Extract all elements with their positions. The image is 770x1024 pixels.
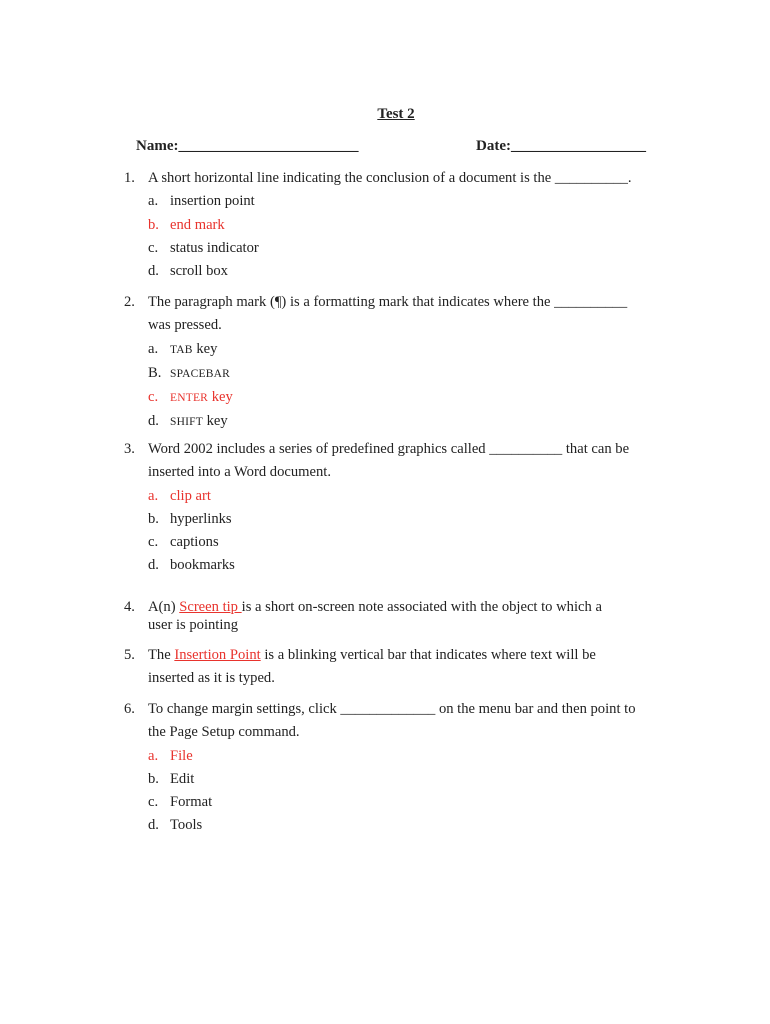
question-text: The paragraph mark (¶) is a formatting mark that indicates where the __________ xyxy=(148,294,628,310)
page-title: Test 2 xyxy=(377,106,415,122)
option-c: c. Format xyxy=(148,794,213,811)
option-c: c. status indicator xyxy=(148,239,259,256)
question-text-cont: the Page Setup command. xyxy=(148,724,300,741)
question-5: 5. The Insertion Point is a blinking vertical bar that indicates where text will be inserted as it is typed. xyxy=(124,644,664,691)
question-6 xyxy=(124,698,664,838)
question-1 xyxy=(124,167,664,283)
option-a: a. TAB key xyxy=(148,340,218,357)
option-a: a. insertion point xyxy=(148,193,255,210)
question-text-cont: inserted as it is typed. xyxy=(148,670,275,687)
question-number: 2. xyxy=(124,294,135,310)
question-number: 6. xyxy=(124,701,135,717)
option-a-answer: a. File xyxy=(148,747,193,764)
option-b: b. Edit xyxy=(148,770,195,787)
name-field-label: Name:________________________ xyxy=(136,138,359,154)
option-b: b. hyperlinks xyxy=(148,510,232,527)
option-d: d. scroll box xyxy=(148,263,228,280)
question-2 xyxy=(124,291,664,435)
question-text: To change margin settings, click _____________ on the menu bar and then point to xyxy=(148,701,636,717)
filled-answer: Insertion Point xyxy=(174,647,261,663)
filled-answer: Screen tip xyxy=(179,599,242,615)
question-number: 1. xyxy=(124,170,135,186)
question-4: 4. A(n) Screen tip is a short on-screen note associated with the object to which a user is pointing xyxy=(124,598,664,634)
option-b-answer: b. end mark xyxy=(148,216,225,233)
question-text-cont: user is pointing xyxy=(148,617,238,633)
question-3 xyxy=(124,438,664,578)
option-c-answer: c. ENTER key xyxy=(148,389,233,406)
question-number: 3. xyxy=(124,441,135,457)
option-d: d. bookmarks xyxy=(148,557,235,574)
question-text-cont: inserted into a Word document. xyxy=(148,464,331,481)
question-text-cont: was pressed. xyxy=(148,317,222,334)
option-d: d. SHIFT key xyxy=(148,413,228,430)
option-c: c. captions xyxy=(148,534,219,551)
question-text: A short horizontal line indicating the conclusion of a document is the __________. xyxy=(148,170,632,186)
option-b: B. SPACEBAR xyxy=(148,364,230,381)
question-text: Word 2002 includes a series of predefined graphics called __________ that can be xyxy=(148,441,630,457)
question-number: 5. xyxy=(124,647,135,663)
question-number: 4. xyxy=(124,599,135,615)
option-d: d. Tools xyxy=(148,817,203,834)
date-field-label: Date:__________________ xyxy=(476,138,646,154)
option-a-answer: a. clip art xyxy=(148,487,211,504)
